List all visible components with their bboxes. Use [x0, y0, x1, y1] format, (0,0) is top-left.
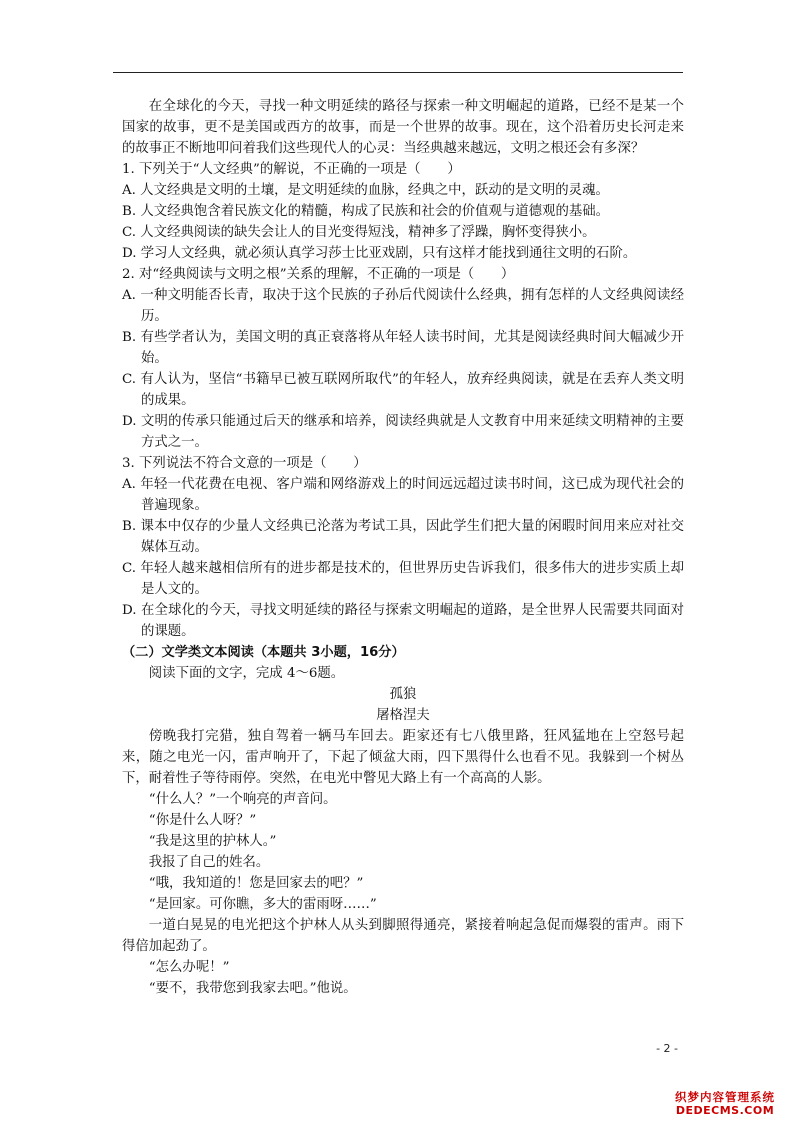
- story-title: 孤狼: [389, 687, 417, 702]
- page-number: - 2 -: [656, 1042, 678, 1055]
- story-paragraph: “哦，我知道的！您是回家去的吧？”: [148, 876, 364, 891]
- section-heading: （二）文学类文本阅读（本题共 3小题，16分）: [122, 645, 405, 660]
- story-paragraph: 傍晚我打完猎，独自驾着一辆马车回去。距家还有七八俄里路，狂风猛地在上空怒号起来，随之电光一闪，雷声响开了，下起了倾盆大雨，四下黑得什么也看不见。我躲到一个树丛下，耐着性子等待雨停。突然，在电光中瞥见大路上有一个高高的人影。: [122, 729, 684, 786]
- watermark-domain: DEDECMS.COM: [675, 1104, 775, 1117]
- option-d: D. 学习人文经典，就必须认真学习莎士比亚戏剧，只有这样才能找到通往文明的石阶。: [122, 246, 637, 261]
- option-d: D. 文明的传承只能通过后天的继承和培养，阅读经典就是人文教育中用来延续文明精神的主要方式之一。: [122, 414, 684, 450]
- question-stem: 2. 对“经典阅读与文明之根”关系的理解，不正确的一项是（ ）: [122, 267, 515, 282]
- question-1: [122, 159, 684, 264]
- option-b: B. 有些学者认为，美国文明的真正衰落将从年轻人读书时间，尤其是阅读经典时间大幅减少开始。: [122, 330, 684, 366]
- question-2: [122, 264, 684, 453]
- watermark-text: 织梦内容管理系统: [675, 1090, 775, 1104]
- intro-paragraph: 在全球化的今天，寻找一种文明延续的路径与探索一种文明崛起的道路，已经不是某一个国家的故事，更不是美国或西方的故事，而是一个世界的故事。现在，这个沿着历史长河走来的故事正不断地叩问着我们这些现代人的心灵：当经典越来越远，文明之根还会有多深？: [122, 99, 684, 156]
- story-paragraph: 一道白晃晃的电光把这个护林人从头到脚照得通亮，紧接着响起急促而爆裂的雷声。雨下得倍加起劲了。: [122, 918, 684, 954]
- story-author: 屠格涅夫: [376, 708, 430, 723]
- section-instruction: 阅读下面的文字，完成 4～6题。: [148, 666, 345, 681]
- header-rule: [113, 72, 683, 73]
- story-paragraph: “要不，我带您到我家去吧。”他说。: [148, 981, 357, 996]
- question-stem: 3. 下列说法不符合文意的一项是（ ）: [122, 456, 367, 471]
- story-paragraph: 我报了自己的姓名。: [148, 855, 270, 870]
- option-b: B. 人文经典饱含着民族文化的精髓，构成了民族和社会的价值观与道德观的基础。: [122, 204, 610, 219]
- option-a: A. 年轻一代花费在电视、客户端和网络游戏上的时间远远超过读书时间，这已成为现代社会的普遍现象。: [122, 477, 684, 513]
- question-3: [122, 453, 684, 642]
- option-c: C. 人文经典阅读的缺失会让人的目光变得短浅，精神多了浮躁，胸怀变得狭小。: [122, 225, 596, 240]
- watermark-logo: [662, 1090, 788, 1117]
- question-stem: 1. 下列关于“人文经典”的解说，不正确的一项是（ ）: [122, 162, 461, 177]
- option-c: C. 有人认为，坚信“书籍早已被互联网所取代”的年轻人，放弃经典阅读，就是在丢弃人类文明的成果。: [122, 372, 684, 408]
- story-paragraph: “我是这里的护林人。”: [148, 834, 277, 849]
- option-a: A. 一种文明能否长青，取决于这个民族的子孙后代阅读什么经典，拥有怎样的人文经典阅读经历。: [122, 288, 684, 324]
- option-d: D. 在全球化的今天，寻找文明延续的路径与探索文明崛起的道路，是全世界人民需要共同面对的课题。: [122, 603, 684, 639]
- document-body: [122, 96, 684, 999]
- story-paragraph: “怎么办呢！”: [148, 960, 230, 975]
- option-a: A. 人文经典是文明的土壤，是文明延续的血脉，经典之中，跃动的是文明的灵魂。: [122, 183, 609, 198]
- option-b: B. 课本中仅存的少量人文经典已沦落为考试工具，因此学生们把大量的闲暇时间用来应对社交媒体互动。: [122, 519, 684, 555]
- story-paragraph: “什么人？”一个响亮的声音问。: [148, 792, 337, 807]
- story-paragraph: “你是什么人呀？”: [148, 813, 257, 828]
- story-paragraph: “是回家。可你瞧，多大的雷雨呀……”: [148, 897, 377, 912]
- option-c: C. 年轻人越来越相信所有的进步都是技术的，但世界历史告诉我们，很多伟大的进步实质上却是人文的。: [122, 561, 684, 597]
